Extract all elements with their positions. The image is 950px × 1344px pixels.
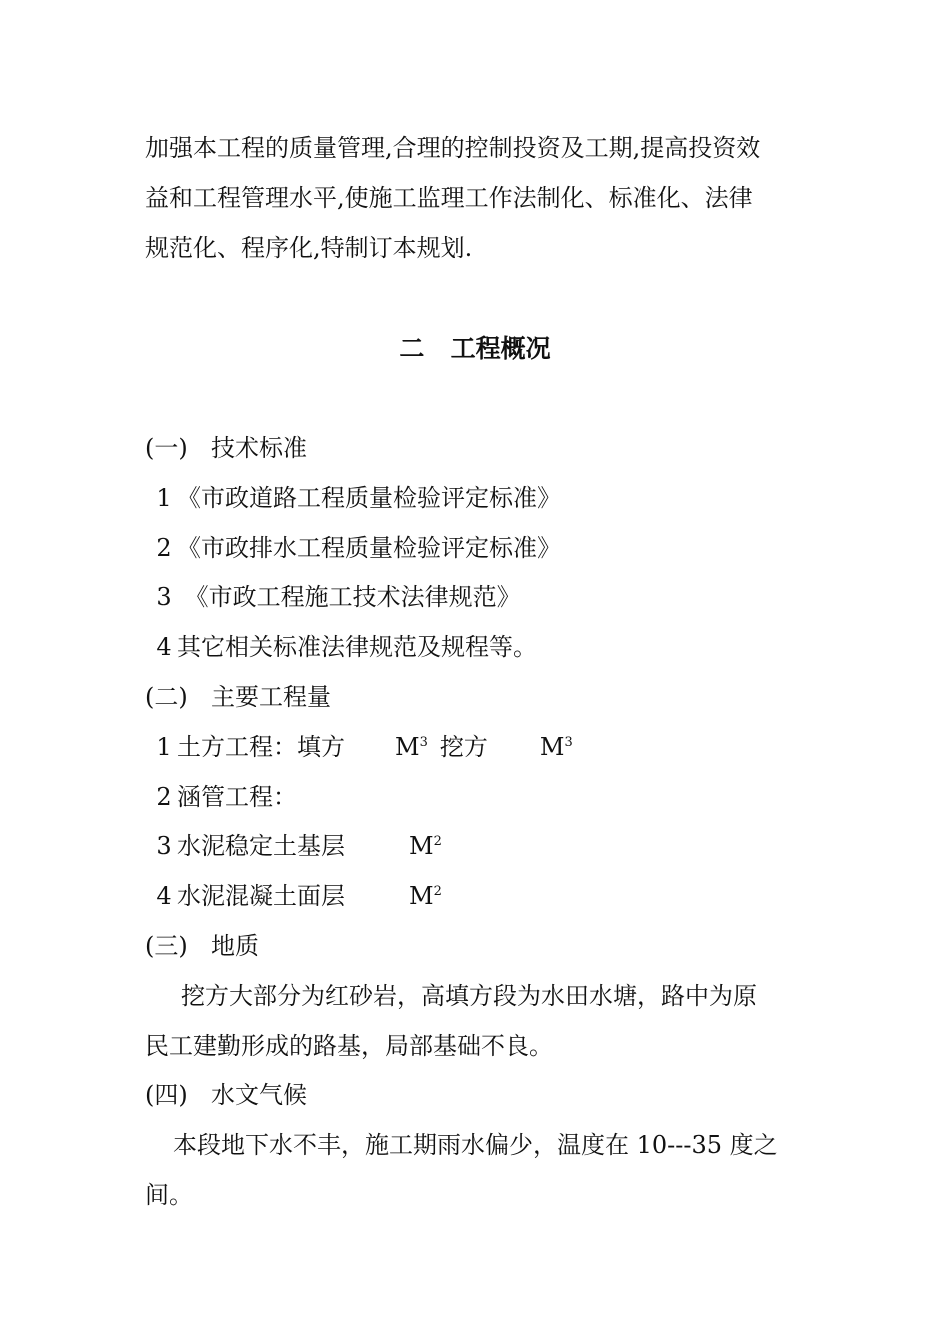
subsection-label: (四) <box>145 1081 188 1109</box>
geology-paragraph-line-1: 挖方大部分为红砂岩，高填方段为水田水塘，路中为原 <box>181 982 757 1010</box>
subsection-heading-quantities <box>145 681 331 713</box>
subsection-title: 主要工程量 <box>211 683 331 711</box>
section-heading <box>0 332 950 366</box>
list-item <box>151 631 537 663</box>
list-item-text: 涵管工程： <box>177 783 297 811</box>
list-item-number: 4 <box>156 882 172 910</box>
list-item-text: 《市政道路工程质量检验评定标准》 <box>177 484 561 512</box>
unit-label: M <box>409 882 434 910</box>
subsection-heading-tech-standards <box>145 432 307 464</box>
subsection-heading-geology <box>145 930 259 962</box>
section-heading-title: 工程概况 <box>450 334 551 363</box>
list-item-number: 3 <box>156 583 172 611</box>
list-item-text-2: 挖方 <box>439 733 488 761</box>
intro-paragraph-line-2: 益和工程管理水平,使施工监理工作法制化、标准化、法律 <box>145 184 753 212</box>
quantity-item-surface-layer <box>151 880 442 912</box>
hydrology-paragraph-line-2: 间。 <box>145 1181 193 1209</box>
intro-paragraph-line-3: 规范化、程序化,特制订本规划. <box>145 234 473 262</box>
subsection-title: 技术标准 <box>211 434 307 462</box>
section-heading-number: 二 <box>399 334 425 363</box>
list-item <box>151 482 561 514</box>
subsection-heading-hydrology <box>145 1079 307 1111</box>
geology-paragraph-line-2: 民工建勤形成的路基，局部基础不良。 <box>145 1032 553 1060</box>
list-item-number: 3 <box>156 832 172 860</box>
unit-exponent: 3 <box>419 735 428 750</box>
subsection-title: 地质 <box>211 932 259 960</box>
quantity-item-earthwork <box>151 731 573 763</box>
list-item-text: 水泥混凝土面层 <box>177 882 345 910</box>
list-item-text: 《市政工程施工技术法律规范》 <box>177 583 521 611</box>
hydrology-paragraph-line-1: 本段地下水不丰，施工期雨水偏少，温度在 10---35 度之 <box>173 1131 778 1159</box>
subsection-title: 水文气候 <box>211 1081 307 1109</box>
list-item-text: 其它相关标准法律规范及规程等。 <box>177 633 537 661</box>
unit-label: M <box>395 733 420 761</box>
quantity-item-base-layer <box>151 830 442 862</box>
list-item-number: 2 <box>156 534 172 562</box>
list-item-number: 1 <box>156 484 172 512</box>
list-item-number: 4 <box>156 633 172 661</box>
unit-exponent: 2 <box>433 884 442 899</box>
list-item-number: 2 <box>156 783 172 811</box>
list-item <box>151 532 561 564</box>
subsection-label: (三) <box>145 932 188 960</box>
subsection-label: (二) <box>145 683 188 711</box>
list-item-text: 水泥稳定土基层 <box>177 832 345 860</box>
unit-exponent: 3 <box>564 735 573 750</box>
list-item-text: 土方工程：填方 <box>177 733 345 761</box>
intro-paragraph-line-1: 加强本工程的质量管理,合理的控制投资及工期,提高投资效 <box>145 134 761 162</box>
unit-exponent: 2 <box>433 834 442 849</box>
list-item-number: 1 <box>156 733 172 761</box>
list-item-text: 《市政排水工程质量检验评定标准》 <box>177 534 561 562</box>
unit-label: M <box>409 832 434 860</box>
unit-label: M <box>539 733 565 761</box>
list-item <box>151 581 521 613</box>
quantity-item-culvert <box>151 781 297 813</box>
subsection-label: (一) <box>145 434 188 462</box>
